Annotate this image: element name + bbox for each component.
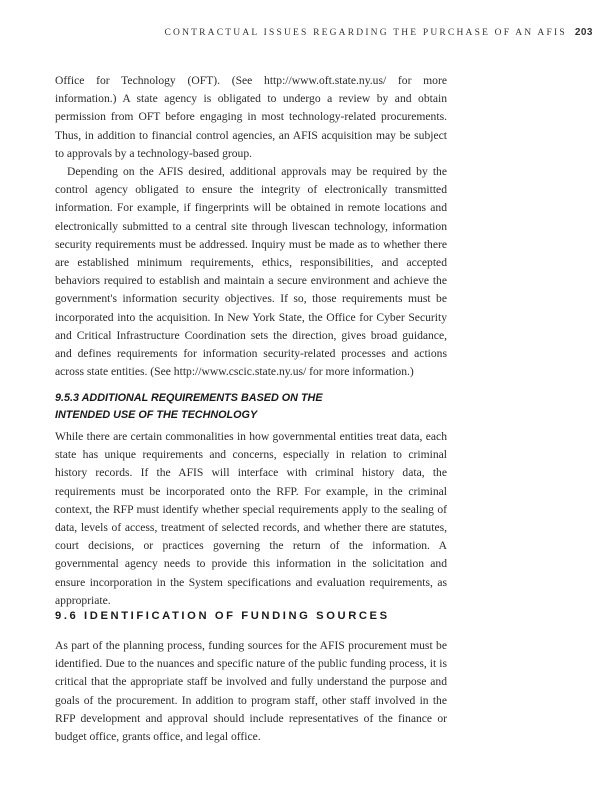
subsection-heading-line2: INTENDED USE OF THE TECHNOLOGY	[55, 408, 258, 421]
paragraph-approvals: Depending on the AFIS desired, additional approvals may be required by the control agency obligated to ensure the integrity of electronically transmitted information. For example, if fingerprints will be obtained in remote locations and electronically submitted to a central site through livescan technology, information security requirements must be addressed. Inquiry must be made as to whether there are established minimum requirements, ethics, responsibilities, and accepted behaviors required to establish and maintain a secure environment and achieve the government's information security objectives. If so, those requirements must be incorporated into the acquisition. In New York State, the Office for Cyber Security and Critical Infrastructure Coordination sets the direction, gives broad guidance, and defines requirements for information security-related processes and actions across state entities. (See http://www.cscic.state.ny.us/ for more information.)	[55, 165, 447, 379]
paragraph-funding: As part of the planning process, funding sources for the AFIS procurement must be identified. Due to the nuances and specific nature of the public funding process, it is critical that the appropriate staff be involved and fully understand the purpose and goals of the procurement. In addition to program staff, other staff involved in the RFP development and approval should include representatives of the finance or budget office, grants office, and legal office.	[55, 639, 447, 744]
subsection-heading-9-5-3	[55, 390, 447, 423]
text-block-lower	[55, 637, 447, 746]
section-heading-9-6: 9.6 IDENTIFICATION OF FUNDING SOURCES	[55, 610, 390, 622]
running-header	[164, 27, 593, 38]
text-block-upper	[55, 72, 447, 381]
paragraph-commonalities: While there are certain commonalities in how governmental entities treat data, each state has unique requirements and concerns, especially in relation to criminal history records. If the AFIS will interface with criminal history data, the requirements must be incorporated onto the RFP. For example, in the criminal context, the RFP must identify whether special requirements apply to the sealing of data, levels of access, treatment of selected records, and whether there are statutes, court decisions, or practices governing the return of the information. A governmental agency needs to provide this information in the solicitation and ensure incorporation in the System specifications and evaluation requirements, as appropriate.	[55, 430, 447, 607]
text-block-middle	[55, 428, 447, 610]
paragraph-oft: Office for Technology (OFT). (See http://www.oft.state.ny.us/ for more information.) A state agency is obligated to undergo a review by and obtain permission from OFT before engaging in most technology-related procurements. Thus, in addition to financial control agencies, an AFIS acquisition may be subject to approvals by a technology-based group.	[55, 74, 447, 160]
subsection-heading-line1: 9.5.3 ADDITIONAL REQUIREMENTS BASED ON THE	[55, 392, 323, 404]
page-number: 203	[574, 27, 593, 38]
running-title: CONTRACTUAL ISSUES REGARDING THE PURCHASE OF AN AFIS	[164, 28, 567, 38]
